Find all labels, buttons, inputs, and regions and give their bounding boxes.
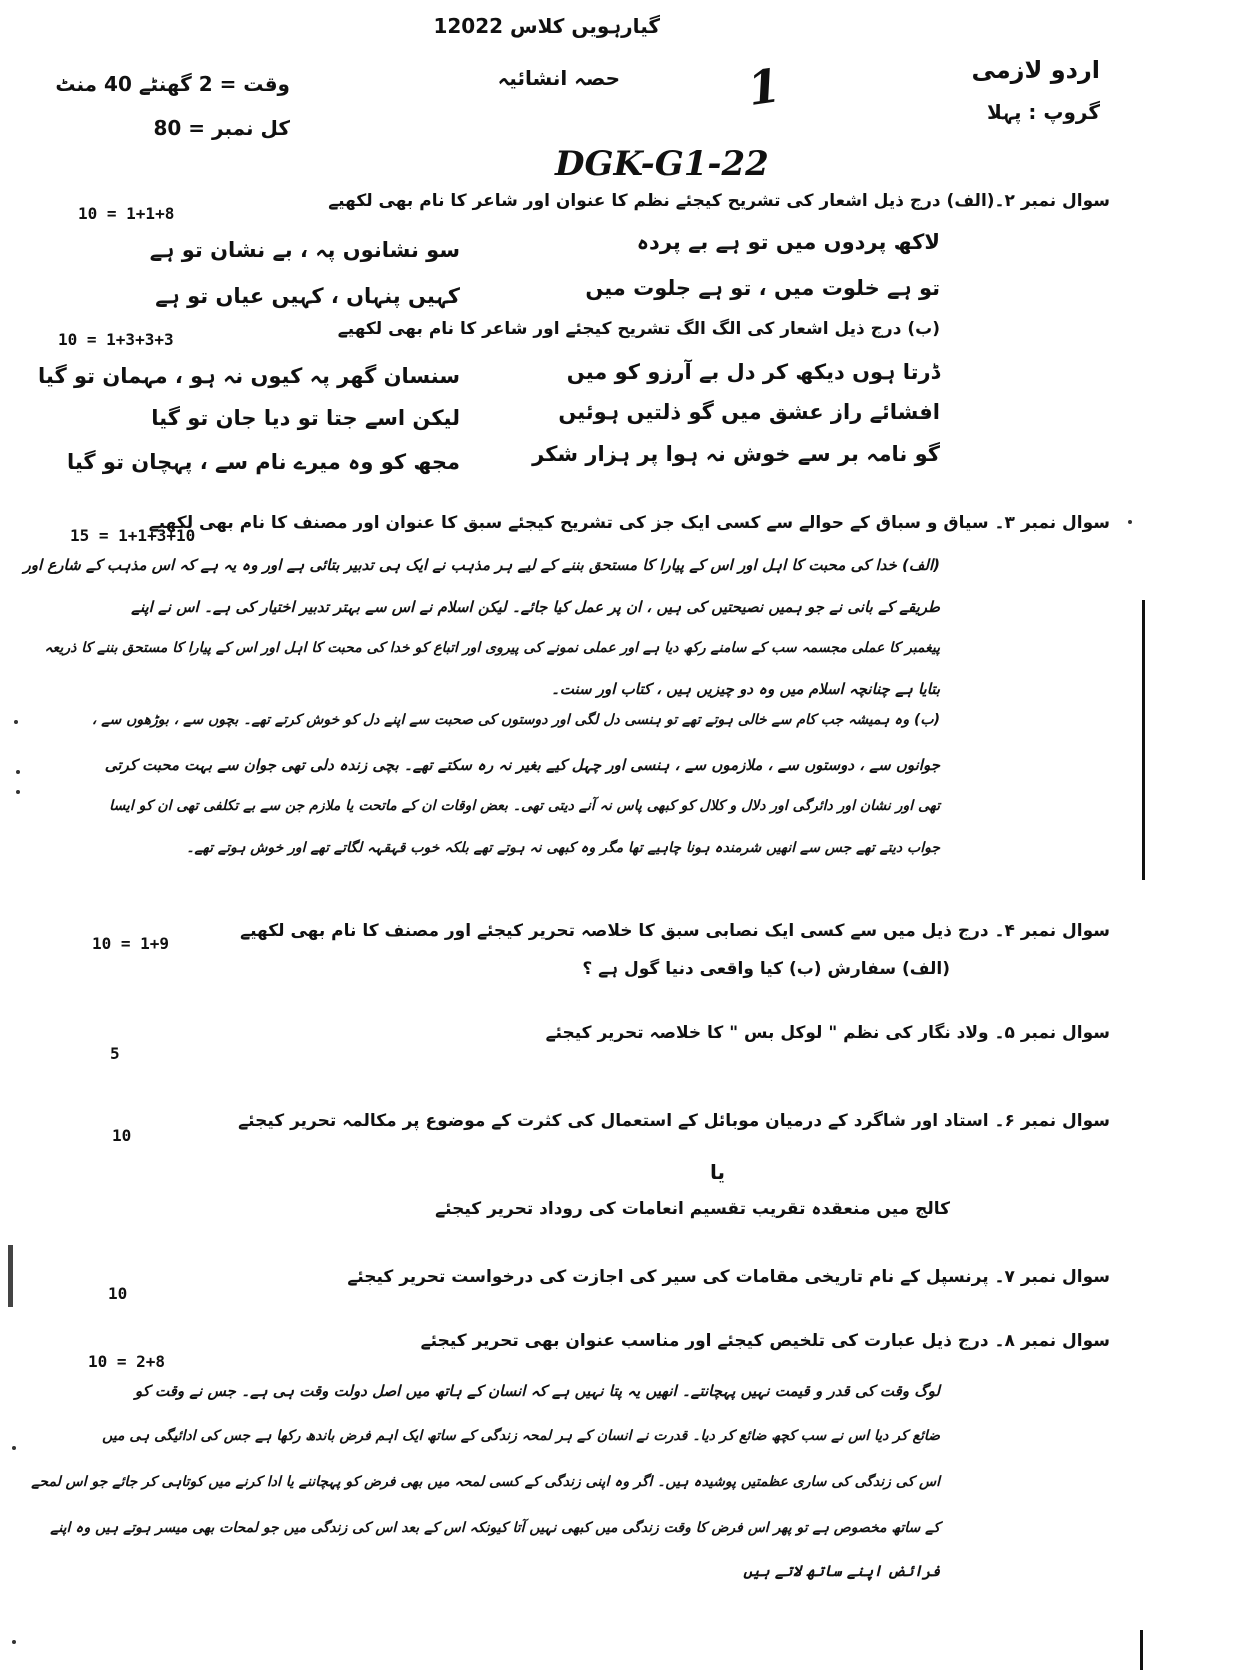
scan-dot <box>14 720 18 724</box>
q8-line: فرائض اپنے ساتھ لاتے ہیں <box>743 1562 940 1580</box>
q8-line: کے ساتھ مخصوص ہے تو پھر اس فرض کا وقت زندگی میں کبھی نہیں آتا کیونکہ اس کے بعد اس کی زندگی میں جو لمحات بھی میسر ہوتے ہیں وہ اپنے <box>50 1520 940 1536</box>
verse-right: افشائے راز عشق میں گو ذلتیں ہوئیں <box>558 400 940 424</box>
paper-code: DGK-G1-22 <box>555 144 769 184</box>
q3-a-line: (الف) خدا کی محبت کا اہل اور اس کے پیارا کا مستحق بننے کے لیے ہر مذہب نے ایک ہی تدبیر بتائی ہے اور وہ یہ ہے کہ اس مذہب کے شارع اور <box>23 556 940 574</box>
scan-edge-mark <box>8 1245 13 1307</box>
verse-left: سنسان گھر پہ کیوں نہ ہو ، مہمان تو گیا <box>38 364 460 388</box>
verse-right: گو نامہ بر سے خوش نہ ہوا پر ہزار شکر <box>532 442 940 466</box>
q3-a-line: طریقے کے بانی نے جو ہمیں نصیحتیں کی ہیں ، ان پر عمل کیا جائے۔ لیکن اسلام نے اس سے بہتر تدبیر اختیار کی ہے۔ اس نے اپنے <box>131 598 940 616</box>
q8-title: سوال نمبر ۸۔ درج ذیل عبارت کی تلخیص کیجئے اور مناسب عنوان بھی تحریر کیجئے <box>420 1331 1110 1351</box>
q2-title-b: (ب) درج ذیل اشعار کی الگ الگ تشریح کیجئے اور شاعر کا نام بھی لکھیے <box>337 319 940 339</box>
q5-title: سوال نمبر ۵۔ ولاد نگار کی نظم " لوکل بس " کا خلاصہ تحریر کیجئے <box>545 1023 1110 1043</box>
verse-right: ڈرتا ہوں دیکھ کر دل بے آرزو کو میں <box>566 360 940 384</box>
scan-dot <box>12 1640 16 1644</box>
total-marks: کل نمبر = 80 <box>153 116 290 140</box>
q4-title: سوال نمبر ۴۔ درج ذیل میں سے کسی ایک نصابی سبق کا خلاصہ تحریر کیجئے اور مصنف کا نام بھی لکھیے <box>240 921 1110 941</box>
time-allowed: وقت = 2 گھنٹے 40 منٹ <box>55 72 290 96</box>
q7-title: سوال نمبر ۷۔ پرنسپل کے نام تاریخی مقامات کی سیر کی اجازت کی درخواست تحریر کیجئے <box>347 1267 1110 1287</box>
verse-right: تو ہے خلوت میں ، تو ہے جلوت میں <box>585 276 940 300</box>
q8-line: اس کی زندگی کی ساری عظمتیں پوشیدہ ہیں۔ اگر وہ اپنی زندگی کے کسی لمحہ میں بھی فرض کو پہچاننے یا ادا کرنے میں کوتاہی کر جائے جو اس لمحے <box>31 1474 940 1490</box>
verse-left: کہیں پنہاں ، کہیں عیاں تو ہے <box>155 284 460 308</box>
scan-edge-line <box>1142 600 1145 880</box>
q8-line: ضائع کر دیا اس نے سب کچھ ضائع کر دیا۔ قدرت نے انسان کے ہر لمحہ زندگی کے ساتھ ایک اہم فرض باندھ رکھا ہے جس کی ادائیگی ہی میں <box>102 1428 940 1444</box>
q4-options: (الف) سفارش (ب) کیا واقعی دنیا گول ہے ؟ <box>582 959 950 979</box>
q5-marks: 5 <box>110 1044 120 1063</box>
scan-dot <box>16 790 20 794</box>
q2-marks-a: 10 = 1+1+8 <box>78 204 175 223</box>
q6-title: سوال نمبر ۶۔ استاد اور شاگرد کے درمیان موبائل کے استعمال کی کثرت کے موضوع پر مکالمہ تحریر کیجئے <box>238 1111 1110 1131</box>
q6-alt: کالج میں منعقدہ تقریب تقسیم انعامات کی روداد تحریر کیجئے <box>435 1199 950 1219</box>
scan-dot <box>12 1446 16 1450</box>
subject-title: اردو لازمی <box>971 56 1100 84</box>
handwritten-mark: 1 <box>744 58 784 116</box>
q3-a-line: پیغمبر کا عملی مجسمہ سب کے سامنے رکھ دیا ہے اور عملی نمونے کی پیروی اور اتباع کو خدا کی محبت کا اہل اور اس کے پیارا کا مستحق بننے کا ذریعہ <box>44 640 940 656</box>
verse-left: مجھ کو وہ میرے نام سے ، پہچان تو گیا <box>66 450 460 474</box>
verse-left: لیکن اسے جتا تو دیا جان تو گیا <box>151 406 460 430</box>
q3-a-line: بتایا ہے چنانچہ اسلام میں وہ دو چیزیں ہیں ، کتاب اور سنت۔ <box>550 680 940 698</box>
q7-marks: 10 <box>108 1284 128 1303</box>
scan-dot <box>1128 520 1132 524</box>
q3-marks: 15 = 1+1+3+10 <box>70 526 196 545</box>
q6-marks: 10 <box>112 1126 132 1145</box>
q8-line: لوگ وقت کی قدر و قیمت نہیں پہچانتے۔ انھیں یہ پتا نہیں ہے کہ انسان کے ہاتھ میں اصل دولت وقت ہی ہے۔ جس نے وقت کو <box>134 1382 940 1400</box>
q6-or: یا <box>710 1160 726 1184</box>
q4-marks: 10 = 1+9 <box>92 934 170 953</box>
class-line: گیارہویں کلاس 12022 <box>433 14 660 38</box>
scan-edge-line <box>1140 1630 1143 1670</box>
group-label: گروپ : پہلا <box>987 100 1100 124</box>
q2-marks-b: 10 = 1+3+3+3 <box>58 330 174 349</box>
scan-dot <box>16 770 20 774</box>
q2-title-a: سوال نمبر ۲۔(الف) درج ذیل اشعار کی تشریح کیجئے نظم کا عنوان اور شاعر کا نام بھی لکھیے <box>328 191 1110 211</box>
verse-right: لاکھ پردوں میں تو ہے بے پردہ <box>636 230 940 254</box>
q3-b-line: تھی اور نشان اور دائرگی اور دلال و کلال کو کبھی پاس نہ آنے دیتی تھی۔ بعض اوقات ان کے ماتحت یا ملازم جن سے بے تکلفی تھی ان کو ایسا <box>109 798 940 814</box>
q3-b-line: جواب دیتے تھے جس سے انھیں شرمندہ ہونا چاہیے تھا مگر وہ کبھی نہ ہوتے تھے بلکہ خوب قہقہہ لگاتے تھے اور خوش ہوتے تھے۔ <box>186 840 940 856</box>
q3-b-line: (ب) وہ ہمیشہ جب کام سے خالی ہوتے تھے تو ہنسی دل لگی اور دوستوں کی صحبت سے اپنے دل کو خوش کرتے تھے۔ بچوں سے ، بوڑھوں سے ، <box>91 712 940 728</box>
q3-title: سوال نمبر ۳۔ سیاق و سباق کے حوالے سے کسی ایک جز کی تشریح کیجئے سبق کا عنوان اور مصنف کا نام بھی لکھیے <box>148 513 1110 533</box>
q8-marks: 10 = 2+8 <box>88 1352 166 1371</box>
q3-b-line: جوانوں سے ، دوستوں سے ، ملازموں سے ، ہنسی اور چہل کیے بغیر نہ رہ سکتے تھے۔ بچی زندہ دلی تھی جوان سے بہت محبت کرتی <box>104 756 940 774</box>
verse-left: سو نشانوں پہ ، بے نشان تو ہے <box>149 238 460 262</box>
section-title: حصہ انشائیہ <box>497 66 620 90</box>
